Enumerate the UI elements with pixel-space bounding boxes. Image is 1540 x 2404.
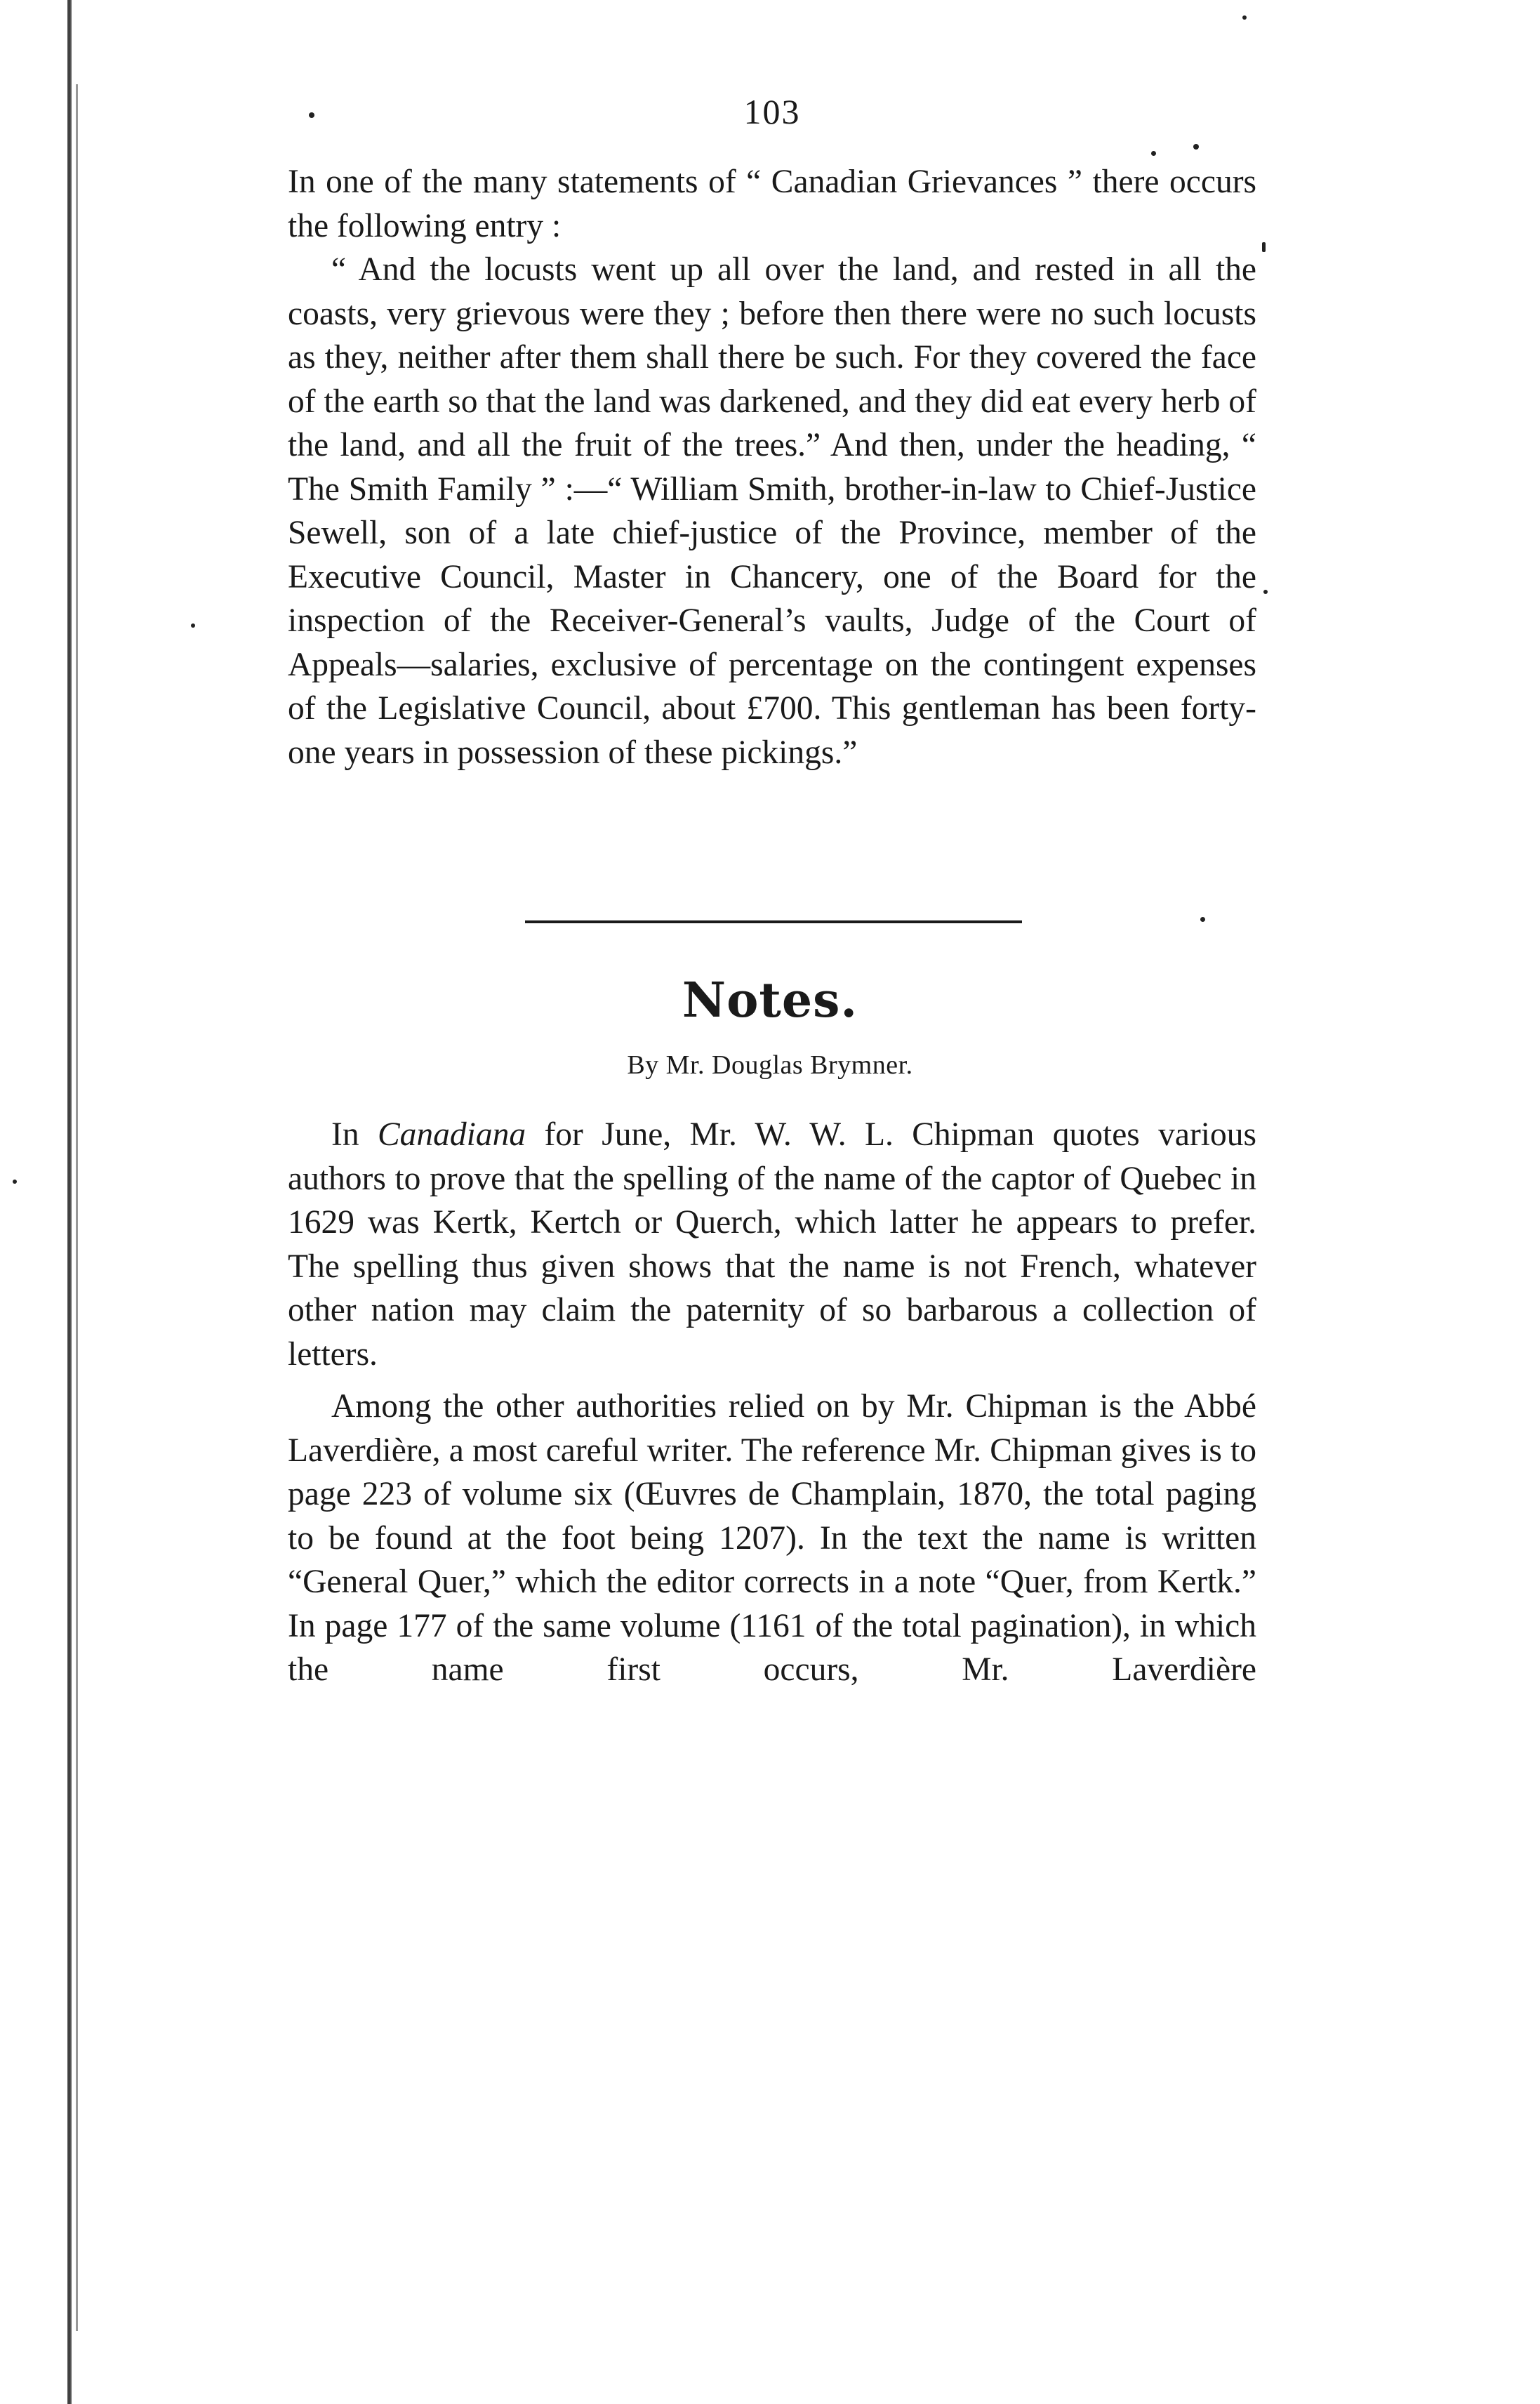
text-run: In — [331, 1116, 378, 1153]
paragraph: Among the other authorities relied on by Mr. Chipman is the Abbé Laverdière, a most careful writer. The reference Mr. Chipman gives is to page 223 of volume six (Œuvres de Champlain, 1870, the total paging to be found at the foot being 1207). In the text the name is written “General Quer,” which the editor corrects in a note “Quer, from Kertk.” In page 177 of the same volume (1161 of the total pagination), in which the name first occurs, Mr. Laverdière — [288, 1388, 1256, 1688]
grievances-passage — [288, 160, 1256, 774]
scan-speck — [1193, 144, 1199, 150]
byline: By Mr. Douglas Brymner. — [627, 1050, 913, 1080]
notes-body — [288, 1113, 1256, 1692]
scan-speck — [1200, 917, 1205, 922]
scan-speck — [1242, 15, 1247, 20]
scan-speck — [191, 623, 195, 628]
binding-shadow — [76, 84, 78, 2331]
paragraph — [288, 1113, 1256, 1376]
text-run: for June, Mr. W. W. L. Chipman quotes various authors to prove that the spelling of the name of the captor of Quebec in 1629 was Kertk, Kertch or Querch, which latter he appears to prefer. The spelling thus given shows that the name is not French, whatever other nation may claim the paternity of so barbarous a collection of letters. — [288, 1116, 1256, 1373]
section-divider — [525, 920, 1022, 923]
page-number: 103 — [743, 92, 801, 131]
scan-speck — [13, 1180, 17, 1184]
scan-speck — [1263, 590, 1268, 594]
binding-edge — [67, 0, 72, 2404]
scan-speck — [1151, 151, 1156, 156]
scan-speck — [1262, 242, 1266, 252]
scan-speck — [309, 112, 314, 118]
paragraph: “ And the locusts went up all over the land, and rested in all the coasts, very grievous were they ; before then there were no such locusts as they, neither after them shall there be such. For they covered the face of the earth so that the land was darkened, and they did eat every herb of the land, and all the fruit of the trees.” And then, under the heading, “ The Smith Family ” :—“ William Smith, brother-in-law to Chief-Justice Sewell, son of a late chief-justice of the Province, member of the Executive Council, Master in Chancery, one of the Board for the inspection of the Receiver-General’s vaults, Judge of the Court of Appeals—salaries, exclusive of percentage on the contingent expenses of the Legislative Council, about £700. This gentleman has been forty-one years in possession of these pickings.” — [288, 251, 1256, 771]
paragraph: In one of the many statements of “ Canadian Grievances ” there occurs the following entry : — [288, 164, 1256, 244]
italic-title: Canadiana — [377, 1116, 526, 1153]
section-title: Notes. — [682, 972, 858, 1029]
